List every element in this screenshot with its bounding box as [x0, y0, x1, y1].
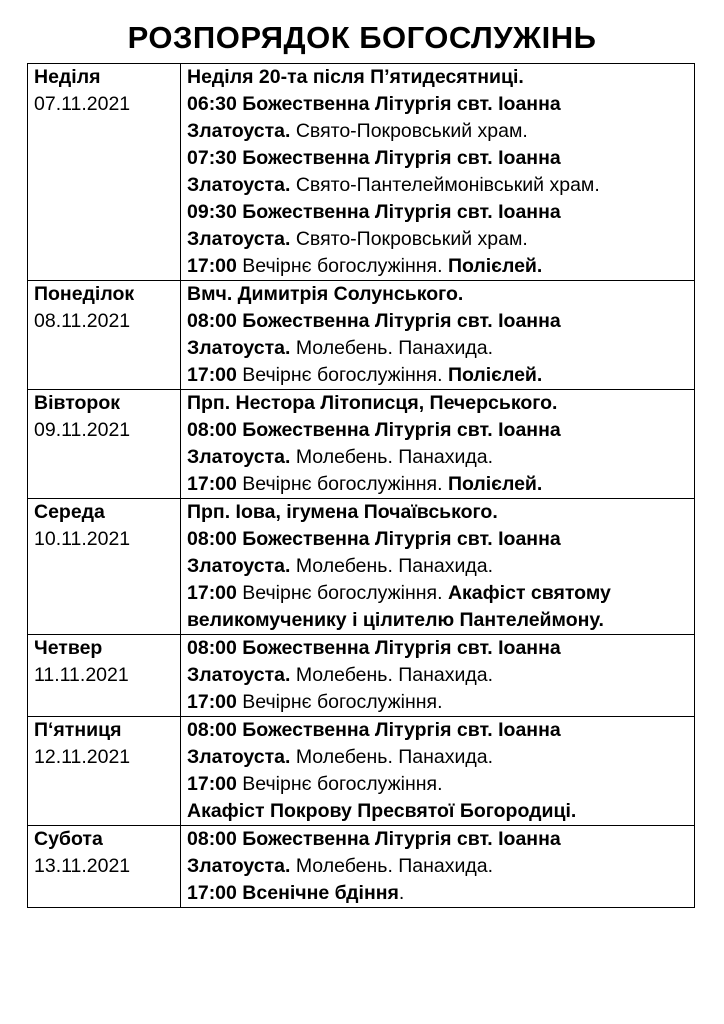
service-text-bold: Златоуста.: [187, 174, 296, 196]
service-text-bold: 17:00: [187, 691, 243, 713]
service-text-bold: 06:30 Божественна Літургія свт. Іоанна: [187, 93, 561, 115]
services-cell: [181, 64, 695, 281]
service-text: Молебень. Панахида.: [295, 446, 494, 468]
service-line: [187, 199, 688, 226]
service-line: [187, 253, 688, 280]
service-text-bold: 08:00 Божественна Літургія свт. Іоанна: [187, 419, 561, 441]
day-date: 11.11.2021: [34, 664, 129, 686]
day-name: П‘ятниця: [34, 719, 122, 741]
service-text-bold: Златоуста.: [187, 446, 296, 468]
day-cell: [28, 64, 181, 281]
service-text-bold: Златоуста.: [187, 337, 296, 359]
service-line: [187, 444, 688, 471]
day-cell: [28, 390, 181, 499]
service-line: [187, 798, 688, 825]
services-cell: [181, 826, 695, 908]
service-text-bold: Златоуста.: [187, 664, 296, 686]
service-text-bold: Прп. Іова, ігумена Почаївського.: [187, 501, 498, 523]
schedule-body: [28, 64, 695, 908]
service-line: [187, 635, 688, 662]
service-line: [187, 880, 688, 907]
day-cell: [28, 826, 181, 908]
service-line: [187, 526, 688, 553]
service-text-bold: 17:00: [187, 255, 243, 277]
service-line: [187, 553, 688, 580]
day-name: Понеділок: [34, 283, 135, 305]
service-text-bold: 08:00 Божественна Літургія свт. Іоанна: [187, 310, 561, 332]
service-text: Вечірнє богослужіння.: [242, 691, 443, 713]
service-line: [187, 308, 688, 335]
day-date: 07.11.2021: [34, 93, 131, 115]
services-cell: [181, 390, 695, 499]
day-name: Середа: [34, 501, 105, 523]
schedule-row: [28, 281, 695, 390]
service-line: [187, 91, 688, 118]
schedule-table: [27, 63, 695, 908]
services-cell: [181, 281, 695, 390]
day-cell: [28, 281, 181, 390]
service-text-bold: великомученику і цілителю Пантелеймону.: [187, 609, 604, 631]
service-text: Вечірнє богослужіння.: [242, 473, 448, 495]
service-line: [187, 771, 688, 798]
services-cell: [181, 635, 695, 717]
service-line: [187, 826, 688, 853]
service-text-bold: 07:30 Божественна Літургія свт. Іоанна: [187, 147, 561, 169]
service-line: [187, 717, 688, 744]
service-text-bold: 17:00: [187, 473, 243, 495]
service-text-bold: Златоуста.: [187, 120, 296, 142]
service-line: [187, 335, 688, 362]
day-cell: [28, 717, 181, 826]
service-text-bold: Полієлей.: [447, 255, 543, 277]
service-text-bold: Златоуста.: [187, 855, 296, 877]
schedule-row: [28, 499, 695, 635]
day-date: 08.11.2021: [34, 310, 131, 332]
services-cell: [181, 717, 695, 826]
service-text: Молебень. Панахида.: [295, 746, 494, 768]
service-text-bold: Неділя 20-та після П’ятидесятниці.: [187, 66, 524, 88]
service-line: [187, 64, 688, 91]
day-date: 09.11.2021: [34, 419, 131, 441]
service-text-bold: Прп. Нестора Літописця, Печерського.: [187, 392, 558, 414]
service-line: [187, 853, 688, 880]
schedule-row: [28, 635, 695, 717]
services-cell: [181, 499, 695, 635]
service-line: [187, 580, 688, 607]
service-line: [187, 281, 688, 308]
service-line: [187, 607, 688, 634]
service-text-bold: Златоуста.: [187, 228, 296, 250]
service-line: [187, 744, 688, 771]
service-line: [187, 471, 688, 498]
service-text-bold: Златоуста.: [187, 555, 296, 577]
service-text-bold: Полієлей.: [447, 364, 543, 386]
service-text-bold: Акафіст Покрову Пресвятої Богородиці.: [187, 800, 577, 822]
page-title: РОЗПОРЯДОК БОГОСЛУЖІНЬ: [127, 20, 597, 55]
day-name: Вівторок: [34, 392, 121, 414]
service-line: [187, 118, 688, 145]
service-line: [187, 499, 688, 526]
service-text-bold: 08:00 Божественна Літургія свт. Іоанна: [187, 528, 561, 550]
service-text: Молебень. Панахида.: [295, 664, 494, 686]
service-text: Молебень. Панахида.: [295, 337, 494, 359]
schedule-row: [28, 826, 695, 908]
day-date: 10.11.2021: [34, 528, 131, 550]
schedule-row: [28, 717, 695, 826]
service-line: [187, 390, 688, 417]
service-text-bold: 17:00 Всенічне бдіння: [187, 882, 399, 904]
schedule-row: [28, 390, 695, 499]
service-line: [187, 417, 688, 444]
service-text: Свято-Покровський храм.: [295, 228, 528, 250]
service-line: [187, 145, 688, 172]
service-text: Вечірнє богослужіння.: [242, 582, 448, 604]
day-name: Четвер: [34, 637, 103, 659]
service-text: Молебень. Панахида.: [295, 555, 494, 577]
service-text-bold: 09:30 Божественна Літургія свт. Іоанна: [187, 201, 561, 223]
service-line: [187, 226, 688, 253]
service-line: [187, 362, 688, 389]
service-text: Вечірнє богослужіння.: [242, 364, 448, 386]
service-text: Свято-Пантелеймонівський храм.: [295, 174, 600, 196]
service-text-bold: Вмч. Димитрія Солунського.: [187, 283, 464, 305]
day-name: Субота: [34, 828, 103, 850]
service-text: Вечірнє богослужіння.: [242, 773, 443, 795]
day-cell: [28, 635, 181, 717]
service-text-bold: 08:00 Божественна Літургія свт. Іоанна: [187, 828, 561, 850]
day-date: 12.11.2021: [34, 746, 131, 768]
schedule-row: [28, 64, 695, 281]
service-text-bold: 08:00 Божественна Літургія свт. Іоанна: [187, 719, 561, 741]
service-text: Вечірнє богослужіння.: [242, 255, 448, 277]
service-line: [187, 172, 688, 199]
service-text-bold: 17:00: [187, 364, 243, 386]
service-text-bold: Полієлей.: [447, 473, 543, 495]
day-date: 13.11.2021: [34, 855, 131, 877]
service-text-bold: 08:00 Божественна Літургія свт. Іоанна: [187, 637, 561, 659]
service-text: .: [398, 882, 405, 904]
service-line: [187, 689, 688, 716]
service-text-bold: Акафіст святому: [447, 582, 611, 604]
day-cell: [28, 499, 181, 635]
service-line: [187, 662, 688, 689]
day-name: Неділя: [34, 66, 101, 88]
service-text: Молебень. Панахида.: [295, 855, 494, 877]
service-text-bold: 17:00: [187, 773, 243, 795]
service-text-bold: 17:00: [187, 582, 243, 604]
service-text: Свято-Покровський храм.: [295, 120, 528, 142]
service-text-bold: Златоуста.: [187, 746, 296, 768]
